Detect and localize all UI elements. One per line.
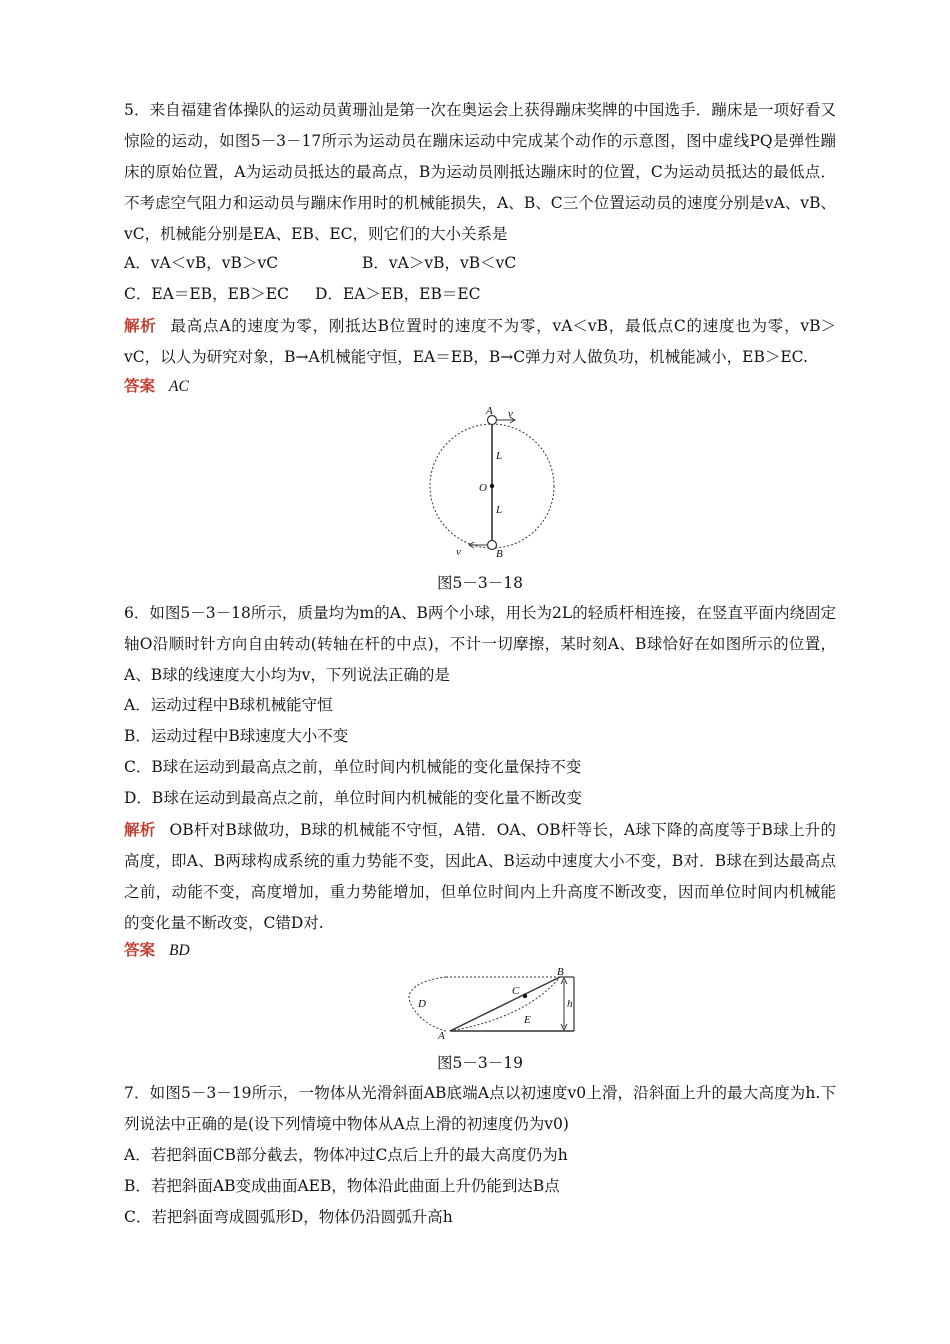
- fig19-label-d: D: [418, 998, 426, 1010]
- q5-option-c: C．EA＝EB，EB＞EC: [124, 285, 289, 303]
- q7-option-c: C．若把斜面弯成圆弧形D，物体仍沿圆弧升高h: [124, 1208, 453, 1226]
- q6-answer-text: BD: [169, 942, 190, 959]
- fig18-label-v-top: v: [508, 408, 513, 420]
- q7-stem: 7．如图5－3－19所示，一物体从光滑斜面AB底端A点以初速度v0上滑，沿斜面上升的最大高度为h.下列说法中正确的是(设下列情境中物体从A点上滑的初速度仍为v0): [124, 1084, 836, 1133]
- fig18-label-b: B: [496, 548, 503, 560]
- fig18-label-a: A: [486, 405, 493, 417]
- pivot-o: [490, 484, 494, 488]
- q6-analysis: [124, 814, 836, 939]
- q5-answer-text: AC: [169, 378, 189, 395]
- figure-5-3-19-caption: 图5－3－19: [437, 1054, 523, 1072]
- q5-analysis: [124, 310, 836, 373]
- incline-ab: [450, 977, 560, 1031]
- figure-5-3-18: [420, 405, 570, 565]
- arc-d: [409, 977, 446, 1031]
- q6-analysis-text: OB杆对B球做功，B球的机械能不守恒，A错．OA、OB杆等长，A球下降的高度等于B球上升的高度，即A、B两球构成系统的重力势能不变，因此A、B运动中速度大小不变，B对．B球在到达最高点之前，动能不变，高度增加，重力势能增加，但单位时间内上升高度不断改变，因而单位时间内机械能的变化量不断改变，C错D对.: [124, 821, 836, 932]
- q6-analysis-label: 解析: [124, 820, 156, 839]
- figure-5-3-19: [400, 965, 590, 1043]
- q6-option-d: D．B球在运动到最高点之前，单位时间内机械能的变化量不断改变: [124, 789, 582, 807]
- fig19-label-a: A: [438, 1030, 445, 1042]
- fig18-label-l2: L: [496, 504, 503, 516]
- fig18-label-l1: L: [496, 450, 503, 462]
- q6-option-a: A．运动过程中B球机械能守恒: [124, 696, 333, 714]
- q6-option-c: C．B球在运动到最高点之前，单位时间内机械能的变化量保持不变: [124, 758, 582, 776]
- q5-answer: [124, 370, 836, 401]
- q5-option-a: A．vA＜vB，vB＞vC: [124, 254, 279, 272]
- point-c: [523, 994, 527, 998]
- fig19-label-c: C: [512, 985, 520, 997]
- q7-option-b: B．若把斜面AB变成曲面AEB，物体沿此曲面上升仍能到达B点: [124, 1177, 560, 1195]
- q6-answer-label: 答案: [124, 940, 156, 959]
- q5-analysis-text: 最高点A的速度为零，刚抵达B位置时的速度不为零，vA＜vB，最低点C的速度也为零，vB＞vC，以人为研究对象，B→A机械能守恒，EA＝EB，B→C弹力对人做负功，机械能减小，EB＞EC.: [124, 317, 836, 366]
- q5-stem: 5．来自福建省体操队的运动员黄珊汕是第一次在奥运会上获得蹦床奖牌的中国选手．蹦床是一项好看又惊险的运动，如图5－3－17所示为运动员在蹦床运动中完成某个动作的示意图，图中虚线PQ是弹性蹦床的原始位置，A为运动员抵达的最高点，B为运动员刚抵达蹦床时的位置，C为运动员抵达的最低点．不考虑空气阻力和运动员与蹦床作用时的机械能损失，A、B、C三个位置运动员的速度分别是vA、vB、vC，机械能分别是EA、EB、EC，则它们的大小关系是: [124, 101, 836, 243]
- fig19-label-b: B: [557, 966, 564, 978]
- q5-answer-label: 答案: [124, 376, 156, 395]
- q5-analysis-label: 解析: [124, 316, 157, 335]
- fig19-label-e: E: [524, 1014, 531, 1026]
- q7-option-a: A．若把斜面CB部分截去，物体冲过C点后上升的最大高度仍为h: [124, 1146, 568, 1164]
- fig18-label-o: O: [479, 482, 487, 494]
- figure-5-3-18-caption: 图5－3－18: [437, 574, 523, 592]
- q6-option-b: B．运动过程中B球速度大小不变: [124, 727, 349, 745]
- q6-stem: 6．如图5－3－18所示，质量均为m的A、B两个小球，用长为2L的轻质杆相连接，在竖直平面内绕固定轴O沿顺时针方向自由转动(转轴在杆的中点)，不计一切摩擦，某时刻A、B球恰好在如图所示的位置，A、B球的线速度大小均为v，下列说法正确的是: [124, 604, 836, 684]
- q6-answer: [124, 934, 836, 965]
- fig19-label-h: h: [567, 998, 573, 1010]
- fig18-label-v-bottom: v: [456, 546, 461, 558]
- q5-option-b: B．vA＞vB，vB＜vC: [362, 254, 517, 272]
- q5-option-d: D．EA＞EB，EB＝EC: [315, 285, 481, 303]
